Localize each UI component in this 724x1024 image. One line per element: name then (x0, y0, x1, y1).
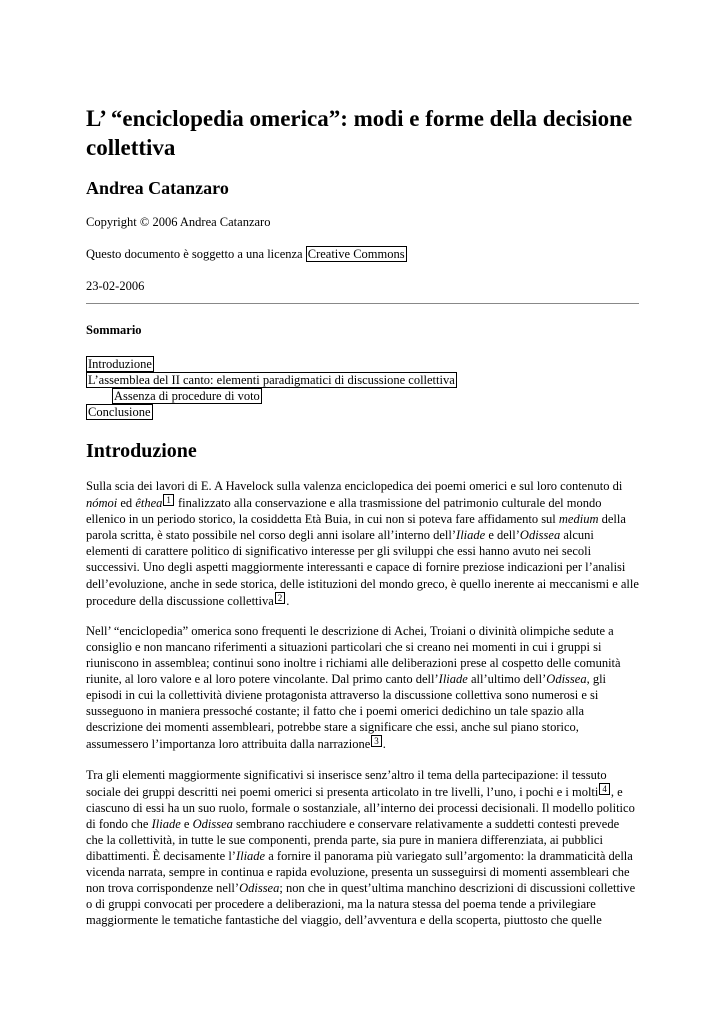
copyright-notice: Copyright © 2006 Andrea Catanzaro (86, 215, 271, 229)
toc-item (86, 388, 639, 404)
footnote-link[interactable]: 2 (275, 592, 286, 604)
paragraph (86, 623, 639, 753)
italic-term: Odissea (546, 672, 587, 687)
toc-link-assemblea[interactable]: L’assemblea del II canto: elementi paradigmatici di discussione collettiva (88, 373, 455, 387)
toc-link-assenza-voto[interactable]: Assenza di procedure di voto (114, 389, 260, 403)
paragraph-text: Nell’ “enciclopedia” omerica sono frequenti le descrizione di Achei, Troiani o divinità olimpiche sedute a consiglio e non mancano riferimenti a situazioni particolari che si creano nei momenti in cui i gruppi si riuniscono in assemblea; continui sono inoltre i richiami alle deliberazioni prese al cospetto delle comunità riunite, al loro valore e al loro potere vincolante. Dal primo canto dell’ (86, 623, 621, 687)
toc-link-introduzione[interactable]: Introduzione (88, 357, 152, 371)
paragraph-text: Sulla scia dei lavori di E. A Havelock sulla valenza enciclopedica dei poemi omerici e sul loro contenuto di (86, 479, 623, 493)
footnote-link[interactable]: 1 (163, 494, 174, 506)
paragraph-text: . (382, 737, 386, 752)
toc-link-conclusione[interactable]: Conclusione (88, 405, 151, 419)
paragraph-text: a fornire il panorama più variegato sull’argomento: la drammaticità della vicenda narrata, sempre in continua e rapida evoluzione, presenta un susseguirsi di momenti assembleari che non trova corrispondenze nell’ (86, 848, 633, 896)
paragraph-text: , e ciascuno di essi ha un suo ruolo, formale o sostanziale, all’interno dei processi decisionali. Il modello politico di fondo che (86, 784, 635, 831)
paragraph-text: Tra gli elementi maggiormente significativi si inserisce senz’altro il tema della partecipazione: il tessuto sociale dei gruppi descritti nei poemi omerici si presenta articolato in tre livelli, l’uno, i pochi e i molti (86, 767, 607, 799)
paragraph-text: e (180, 816, 193, 831)
license-notice (86, 246, 639, 262)
toc-heading: Sommario (86, 323, 142, 337)
document-title: L’ “enciclopedia omerica”: modi e forme della decisione collettiva (86, 106, 633, 160)
footnote-link[interactable]: 4 (599, 783, 610, 795)
italic-term: Iliade (438, 672, 468, 687)
paragraph-text: alcuni elementi di carattere politico di significativo interesse per gli sviluppi che essi hanno avuto nei secoli successivi. Uno degli aspetti maggiormente interessanti e capace di fornire preziose indicazioni per l’analisi dell’evoluzione, anche in sede storica, delle istituzioni del mondo greco, è quello inerente ai meccanismi e alle procedure della discussione collettiva (86, 528, 639, 608)
paragraph-text: ed (117, 496, 136, 511)
footnote-link[interactable]: 3 (371, 735, 382, 747)
paragraph-text: della parola scritta, è stato possibile nel corso degli anni isolare all’interno dell’ (86, 512, 626, 543)
document-date: 23-02-2006 (86, 279, 145, 293)
table-of-contents (86, 356, 639, 420)
section-title: Introduzione (86, 440, 197, 462)
paragraph-text: finalizzato alla conservazione e alla trasmissione del patrimonio culturale del mondo ellenico in un periodo storico, la cosiddetta Età Buia, in cui non si poteva fare affidamento sul (86, 496, 602, 527)
document-content (86, 0, 639, 928)
italic-term: Odissea (519, 528, 561, 543)
italic-term: Odissea (239, 881, 280, 896)
paragraph-text: sembrano racchiudere e conservare relativamente a suddetti contesti prevede che la collettività, in tutte le sue componenti, prenda parte, sia pure in maniera differenziata, ai pubblici dibattimenti. È decisamente l’ (86, 816, 620, 863)
paragraph-text: e dell’ (485, 528, 520, 543)
italic-term: Iliade (151, 816, 181, 831)
italic-term: Iliade (235, 848, 266, 863)
italic-term: Odissea (192, 816, 233, 831)
italic-term: nómoi (86, 496, 118, 511)
italic-term: êthea (135, 496, 163, 511)
creative-commons-link[interactable]: Creative Commons (307, 247, 405, 261)
italic-term: medium (558, 512, 599, 527)
paragraph (86, 767, 639, 929)
toc-item (86, 404, 639, 420)
license-text: Questo documento è soggetto a una licenza (86, 247, 306, 261)
author-name: Andrea Catanzaro (86, 178, 229, 198)
paragraph-text: ; non che in quest’ultima manchino descrizioni di discussioni collettive o di gruppi convocati per procedere a deliberazioni, ma la natura stessa del poema tende a privilegiare maggiormente le tematiche fantastiche del viaggio, dell’avventura e della scoperta, piuttosto che quelle (86, 881, 636, 928)
paragraph-text: . (286, 593, 290, 608)
paragraph (86, 478, 639, 609)
italic-term: Iliade (456, 528, 486, 543)
toc-item (86, 356, 639, 372)
paragraph-text: all’ultimo dell’ (467, 672, 547, 687)
paragraph-text: , gli episodi in cui la collettività diviene protagonista attraverso la discussione collettiva sono numerosi e si susseguono in maniera pressoché costante; il fatto che i poemi omerici dedichino un tale spazio alla descrizione dei momenti assembleari, potrebbe stare a significare che essi, anche sul piano storico, assumessero l’importanza loro attribuita dalla narrazione (86, 672, 607, 752)
toc-item (86, 372, 639, 388)
header-divider (86, 303, 639, 304)
